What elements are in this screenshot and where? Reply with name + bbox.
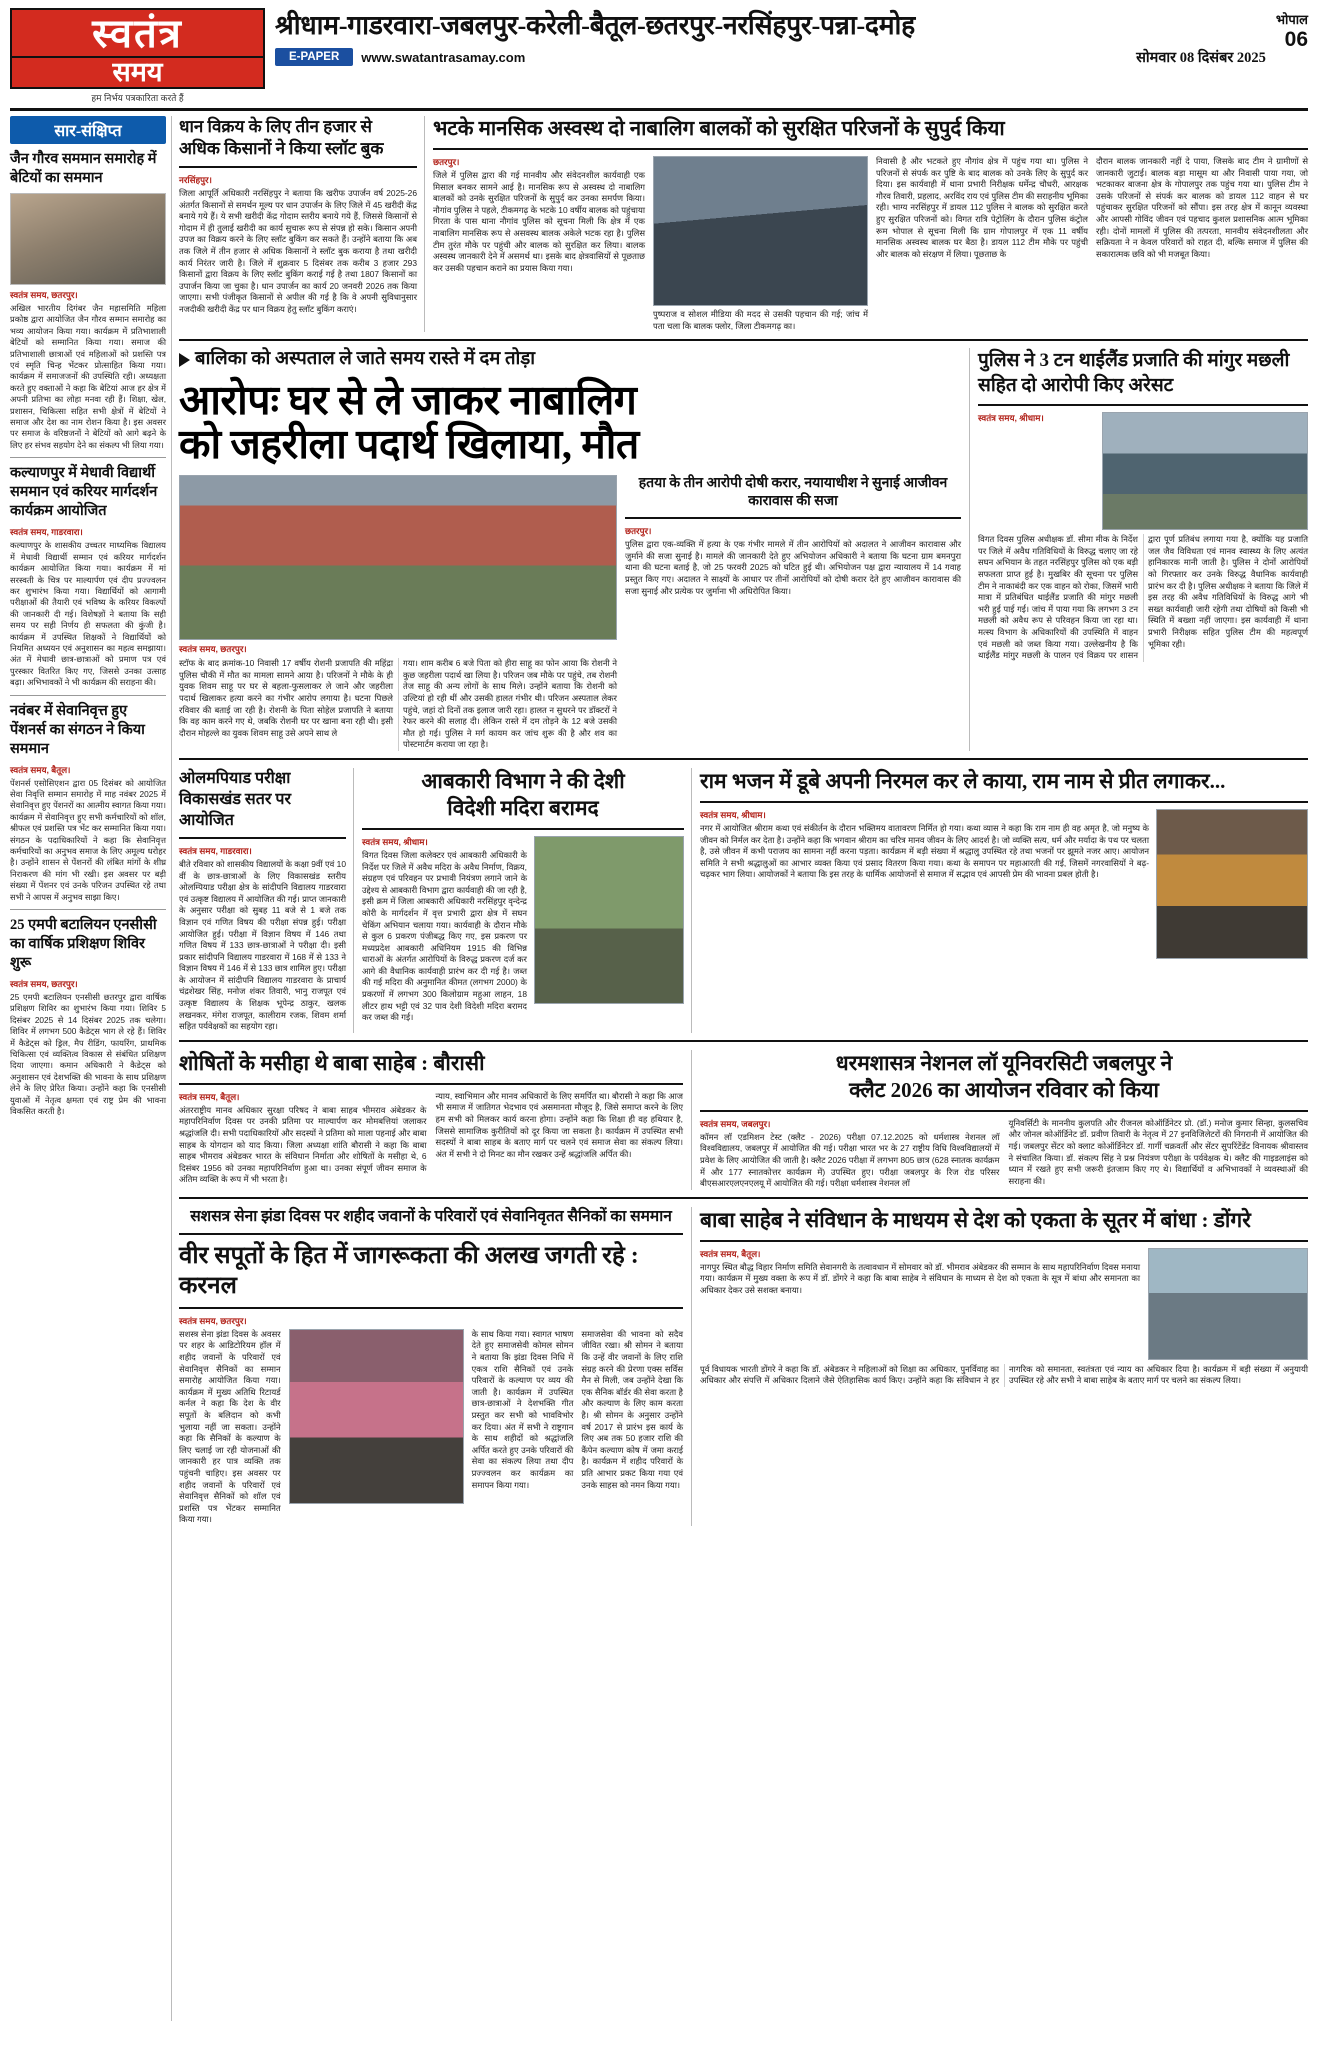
triangle-bullet-icon (179, 353, 190, 367)
excise-text-col (362, 836, 527, 1024)
page-content (10, 116, 1308, 2021)
divider (179, 1233, 683, 1235)
story-headline: शोषितों के मसीहा थे बाबा साहेब : बौरासी (179, 1050, 485, 1075)
excise-photo-col (534, 836, 684, 1024)
story-body: अंतरराष्ट्रीय मानव अधिकार सुरक्षा परिषद ने बाबा साहब भीमराव अंबेडकर के महापरिनिर्वाण दिवस पर उनकी प्रतिमा पर माल्यार्पण कर मोमबत्तियां जलाकर श्रद्धांजलि दी। सभी पदाधिकारियों और सदस्यों ने प्रतिमा को माला पहनाई और बाबा साहब के योगदान को याद किया। जिला अध्यक्षा शांति बौरासी ने कहा कि बाबा साहब भीमराव अंबेडकर भारत के संविधान निर्माता और शोषितों के मसीहा थे, 6 दिसंबर 1956 को उनका महापरिनिर्वाण हुआ था। उनका संपूर्ण जीवन समाज के अंतिम व्यक्ति के रूप में भी भरता है। (179, 1104, 427, 1185)
story-headline: बाबा साहेब ने संविधान के माधयम से देश को एकता के सूतर में बांधा : डोंगरे (700, 1207, 1251, 1232)
photo-caption: पुष्पराज व सोशल मीडिया की मदद से उसकी पहचान की गई; जांच में पता चला कि बालक फ्लोर, जिला टीकमगढ़ का। (653, 309, 868, 331)
story-headline: धान विक्रय के लिए तीन हजार से अधिक किसानों ने किया स्लॉट बुक (179, 117, 384, 158)
edition-places: श्रीधाम-गाडरवारा-जबलपुर-करेली-बैतूल-छतरपुर-नरसिंहपुर-पन्ना-दमोह (275, 10, 915, 40)
epaper-badge[interactable]: E-PAPER (275, 48, 353, 66)
list-item (10, 150, 166, 451)
city-name: भोपाल (1275, 12, 1308, 27)
dongre-top (700, 1248, 1308, 1360)
story-body: दौरान बालक जानकारी नहीं दे पाया, जिसके बाद टीम ने ग्रामीणों से जानकारी जुटाई। बालक बड़ा मासूम था और निवासी पाया गया, जो भटकाकर बाजना क्षेत्र के गोपालपुर तक पहुंच गया था। पुलिस टीम ने उसके परिजनों से संपर्क कर बालक को डायल 112 वाहन से घर पहुंचाकर सुरक्षित परिजनों को सौंपा। इस तरह क्षेत्र में कानून व्यवस्था और आपसी गोविंद जीवन एवं पहचाद कुशल प्रशासनिक आत्म भूमिका रही। दोनों मामलों में पुलिस की तत्परता, मानवीय संवेदनशीलता और सक्रियता ने न केवल परिवारों को राहत दी, बल्कि समाज में पुलिस की सकारात्मक छवि को भी मजबूत किया। (1096, 156, 1308, 259)
story-body: निवासी है और भटकते हुए नौगांव क्षेत्र में पहुंच गया था। पुलिस ने परिजनों से संपर्क कर पुष्टि के बाद बालक को उनके लिए के सुपुर्द कर दिया। इस कार्यवाही में थाना प्रभारी निरीक्षक धर्मेन्द्र चौधरी, आरक्षक गौरव तिवारी, प्रहलाद, अरविंद राय एवं पुलिस टीम की सराहनीय भूमिका रही। भाग्य नरसिंहपुर में डायल 112 पुलिस ने बालक को सुरक्षित करते हुए सुरक्षित परिजनों को। विगत रात्रि पेट्रोलिंग के दौरान पुलिस कंट्रोल रूम भोपाल से सूचना मिली कि ग्राम गोपालपुर में एक 11 वर्षीय मानसिक अस्वस्थ बालक घर बैठा है। डायल 112 टीम मौके पर पहुंची और बालक को संरक्षण में लिया। पूछताछ के (876, 156, 1088, 259)
divider (179, 758, 1308, 760)
lead-headline-line1: आरोपः घर से ले जाकर नाबालिग (179, 377, 637, 424)
lead-story-area (179, 348, 1308, 751)
felicitation-photo (289, 1329, 464, 1504)
story-army-flag-day (179, 1207, 692, 1526)
story-body: बीते रविवार को शासकीय विद्यालयों के कक्षा 9वीं एवं 10 वीं के छात्र-छात्राओं के लिए विकासखंड स्तरीय ओलम्पियाड परीक्षा क्षेत्र के सांदीपनि विद्यालय गाडरवारा एवं उत्कृष्ट विद्यालय में आयोजित की गई। प्राप्त जानकारी के अनुसार परीक्षा को सुबह 11 बजे से 1 बजे तक विज्ञान एवं गणित विषय की परीक्षा संपन्न हुई। परीक्षा आयोजित हुई। परीक्षा में विज्ञान विषय में 146 तथा गणित विषय में 133 छात्र-छात्राओं ने परीक्षा दी। इसी प्रकार सांदीपनि विद्यालय गाडरवारा में 168 में से 133 ने विज्ञान विषय में 146 में से 133 छात्र शामिल हुए। परीक्षा के आयोजन में सांदीपनि विद्यालय गाडरवारा के प्राचार्य चंद्रशेखर सिंह, मनोज शंकर तिवारी, भानु राजपूत एवं उत्कृष्ट विद्यालय के शिक्षक भूपेन्द्र ठाकुर, खलक लखनकर, मंगेश राजपूत, कालीराम रजक, शिवम शर्मा सहित पर्यवेक्षकों का सहयोग रहा। (179, 858, 346, 1032)
police-photo (653, 156, 868, 306)
law-cols (700, 1118, 1308, 1190)
fish-seizure-photo (1102, 412, 1308, 530)
bhajan-text-col (700, 809, 1149, 959)
lead-story (179, 348, 970, 751)
logo-sub-text: समय (10, 58, 265, 89)
story-ram-bhajan (700, 768, 1308, 1033)
divider (700, 1240, 1308, 1242)
logo-main-text: स्वतंत्र (10, 8, 265, 58)
story-body: पूर्व विधायक भारती डोंगरे ने कहा कि डॉ. अंबेडकर ने महिलाओं को शिक्षा का अधिकार, पुनर्विवाह का अधिकार और संपत्ति में अधिकार दिलाने जैसे ऐतिहासिक कार्य किए। उन्होंने कहा कि संविधान ने हर नागरिक को समानता, स्वतंत्रता एवं न्याय का अधिकार दिया है। कार्यक्रम में बड़ी संख्या में अनुयायी उपस्थित रहे और सभी ने बाबा साहेब के बताए मार्ग पर चलने का संकल्प लिया। (700, 1363, 1308, 1386)
fish-photo-col (1102, 412, 1308, 530)
story-olympiad (179, 768, 354, 1033)
army-col-3 (581, 1329, 683, 1526)
sidebar-item-title: कल्याणपुर में मेधावी विद्यार्थी सममान एवं करियर मार्गदर्शन कार्यक्रम आयोजित (10, 465, 158, 520)
story-body: समाजसेवा की भावना को सदैव जीवित रखा। श्री सोमन ने बताया कि उन्हें वीर जवानों के लिए राशि संग्रह करने की प्रेरणा एक्स सर्विस मैन से मिली, जब उन्होंने देखा कि एक सैनिक बॉर्डर की सेवा करता है और कल्याण के लिए काम करता है। श्री सोमन के अनुसार उन्होंने वर्ष 2017 से प्रारंभ इस कार्य के लिए अब तक 50 हजार राशि की कैंपेन कल्याण कोष में जमा कराई है। कार्यक्रम में शहीद परिवारों के प्रति आभार प्रकट किया गया एवं उनके साहस को नमन किया गया। (581, 1328, 684, 1490)
sidebar-item-title: नवंबर में सेवानिवृत्त हुए पेंशनर्स का संगठन ने किया सममान (10, 702, 145, 757)
story-photo-col (653, 156, 868, 332)
story-body: यूनिवर्सिटी के माननीय कुलपति और रीजनल कोऑर्डिनेटर प्रो. (डॉ.) मनोज कुमार सिन्हा, कुलसचिव और जोनल कोऑर्डिनेट डॉ. प्रवीण तिवारी के नेतृत्व में 27 इनविजिलेटरों की निगरानी में आयोजित की गई। जबलपुर सेंटर को क्लाट कोऑर्डिनेटर डॉ. गार्गी चक्रवर्ती और सेंटर सुपरिंटेंडेंट विनायक श्रीवास्तव ने संचालित किया। डॉ. संकल्प सिंह ने प्रश्न नियंत्रण परीक्षा के पर्यवेक्षक थे। क्लैट की गाइडलाइंस को ध्यान में रखते हुए सभी जरूरी इंतजाम किए गए थे। विद्यार्थियों व अभिभावकों ने व्यवस्थाओं की सराहना की। (1008, 1117, 1308, 1186)
sidebar-item-photo (10, 193, 166, 285)
lower-grid (179, 1050, 1308, 1190)
divider (978, 404, 1308, 406)
story-fish-seizure (978, 348, 1308, 751)
story-body: विगत दिवस जिला कलेक्टर एवं आबकारी अधिकारी के निर्देश पर जिले में अवैध मदिरा के अवैध निर्माण, विक्रय, संग्रहण एवं परिवहन पर प्रभावी नियंत्रण लगाने जाने के उद्देश्य से आबकारी विभाग द्वारा कार्यवाही की जा रही है, इसी क्रम में जिला आबकारी अधिकारी नरसिंहपुर वृन्देन्द्र कोरी के मार्गदर्शन में वृत्त प्रभारी द्वारा क्षेत्र में सघन चेकिंग अभियान चलाया गया। कार्यवाही के दौरान मौके से कुल 6 प्रकरण पंजीबद्ध किए गए, इस प्रकरण पर मध्यप्रदेश आबकारी अधिनियम 1915 की विभिन्न धाराओं के अंतर्गत आरोपियों के विरुद्ध प्रकरण दर्ज कर आगे की वैधानिक कार्यवाही प्रारंभ कर दी गई है। जब्त की गई मदिरा की अनुमानित कीमत (लगभग 2000) के प्रकरणों में लगभग 300 किलोग्राम महुआ लाहन, 18 लीटर हाथ भट्टी एवं 32 पाव देशी विदेशी मदिरा बरामद कर जब्त की गई। (362, 849, 527, 1023)
byline: स्वतंत्र समय, गाडरवारा। (179, 845, 252, 856)
crowd-photo (179, 475, 617, 640)
byline: नरसिंहपुर। (179, 175, 212, 185)
divider (179, 339, 1308, 341)
byline: स्वतंत्र समय, श्रीधाम। (700, 809, 766, 820)
story-headline: पुलिस ने 3 टन थाईलैंड प्रजाति की मांगुर मछली सहित दो आरोपी किए अरेसट (978, 350, 1290, 397)
liquor-seizure-photo (534, 836, 684, 1004)
divider (179, 837, 346, 839)
divider (625, 517, 961, 519)
story-lost-children (433, 116, 1308, 332)
story-dongre (700, 1207, 1308, 1526)
army-col-1 (179, 1329, 281, 1526)
lead-kicker-text: बालिका को अस्पताल ले जाते समय रास्ते में दम तोड़ा (195, 349, 536, 370)
logo-tagline: हम निर्भय पत्रकारिता करते हैं (91, 93, 184, 103)
sidebar-item-body: कल्याणपुर के शासकीय उच्चतर माध्यमिक विद्यालय में मेधावी विद्यार्थी सम्मान एवं करियर मार्गदर्शन कार्यक्रम आयोजित किया गया। कार्यक्रम में मां सरस्वती के चित्र पर माल्यार्पण एवं दीप प्रज्ज्वलन कर शुभारंभ किया गया। विद्यार्थियों को आगामी परीक्षाओं की तैयारी एवं भविष्य के करियर विकल्पों की जानकारी दी गई। विशेषज्ञों ने बताया कि सही समय पर सही निर्णय ही सफलता की कुंजी है। कार्यक्रम में उपस्थित शिक्षकों ने विद्यार्थियों को नियमित अध्ययन एवं अनुशासन का महत्व समझाया। अंत में मेधावी छात्र-छात्राओं को प्रमाण पत्र एवं पुरस्कार वितरित किए गए, जिससे उनका उत्साह बढ़ा। अभिभावकों ने भी कार्यक्रम की सराहना की। (10, 540, 166, 688)
divider (362, 828, 684, 830)
army-cols (179, 1329, 683, 1526)
bhajan-photo (1156, 809, 1308, 959)
army-banner: सशसत्र सेना झंडा दिवस पर शहीद जवानों के परिवारों एवं सेवानिवृतत सैनिकों का सममान (190, 1207, 672, 1225)
dongre-photo-col (1148, 1248, 1308, 1360)
masthead-right (275, 8, 1266, 67)
murder-sidebar-box (625, 475, 961, 751)
lead-body-2: गया। शाम करीब 6 बजे पिता को हीरा साहू का फोन आया कि रोशनी ने कुछ जहरीला पदार्थ खा लिया है। परिजन जब मौके पर पहुंचे, तब रोशनी तेज साहू की अन्य लोगों के साथ मिले। उन्होंने बताया कि रोशनी को उल्टियां हो रही थीं और उसकी हालत गंभीर थी। परिजन अस्पताल लेकर पहुंचे, जहां दो दिनों तक इलाज जारी रहा। हालत न सुधरने पर डॉक्टरों ने रेफर करने की सलाह दी। लेकिन रास्ते में दम तोड़ने के 12 बजे उसकी मौत हो गई। पुलिस ने मर्ग कायम कर जांच शुरू की है और शव का पोस्टमार्टम कराया जा रहा है। (403, 658, 617, 750)
divider (179, 166, 417, 168)
byline: स्वतंत्र समय, गाडरवारा। (10, 527, 83, 538)
byline: स्वतंत्र समय, बैतूल। (700, 1248, 761, 1259)
story-col-3 (1096, 156, 1308, 332)
story-body: जिला आपूर्ति अधिकारी नरसिंहपुर ने बताया कि खरीफ उपार्जन वर्ष 2025-26 अंतर्गत किसानों से समर्थन मूल्य पर धान उपार्जन के लिए जिले में 45 खरीदी केंद्र बनाये गये हैं। ये सभी खरीदी केंद्र गोदाम स्तरीय बनाये गये हैं, जिससे किसानों से गोदाम में ही तुलाई खरीदी का कार्य सुचारू रूप से संपन्न हो सके। किसान अपनी उपज का विक्रय करने के लिए स्लॉट बुकिंग कर सकते हैं। उन्होंने बताया कि अब तक जिले में तीन हजार से अधिक किसानों ने स्लॉट बुक कराया है तथा खरीदी कार्य निरंतर जारी है। जिले में शुक्रवार 5 दिसंबर तक करीब 3 हजार 293 किसानों द्वारा विक्रय के लिए स्लॉट बुकिंग कराई गई है तथा 1807 किसानों का उपार्जन किया जा चुका है। धान उपार्जन का कार्य 20 जनवरी 2026 तक किया जाएगा। सभी पंजीकृत किसानों से अपील की गई है कि वे अपनी सुविधानुसार नजदीकी खरीदी केंद्र पर धान विक्रय हेतु स्लॉट बुकिंग कराएं। (179, 188, 417, 314)
bairasi-col-2 (436, 1091, 684, 1186)
mid-grid (179, 768, 1308, 1033)
story-body: जिले में पुलिस द्वारा की गई मानवीय और संवेदनशील कार्यवाही एक मिसाल बनकर सामने आई है। मानसिक रूप से अस्वस्थ दो नाबालिग बालकों को उनके सुरक्षित परिजनों के सुपुर्द कर उनका समर्पण किया। नौगांव पुलिस ने पहले, टीकमगढ़ के भटके 10 वर्षीय बालक को पहुंचाया गिरता के पास थाना नौगांव पुलिस को सूचना मिली कि क्षेत्र में एक नाबालिग मानसिक रूप से असवस्थ बालक अकेले भटक रहा है। पुलिस टीम तुरंत मौके पर पहुंची और बालक को सुरक्षित कर लिया। बालक अस्वस्थ जानकारी देने में असमर्थ था। इसके बाद क्षेत्रवासियों से पूछताछ कर उसकी पहचान कराने का प्रयास किया गया। (433, 170, 645, 273)
sidebar-saar-sankshipt (10, 116, 172, 2021)
law-col-1 (700, 1118, 1000, 1190)
bairasi-col-1 (179, 1091, 427, 1186)
story-col-1 (433, 156, 645, 332)
story-body: कॉमन लॉ एडमिशन टेस्ट (क्लैट - 2026) परीक्षा 07.12.2025 को धर्मशास्त्र नेशनल लॉ विश्वविद्यालय, जबलपुर में आयोजित की गई। परीक्षा भारत भर के 27 राष्ट्रीय विधि विश्वविद्यालयों में प्रवेश के लिए आयोजित की जाती है। क्लैट 2026 परीक्षा में लगभग 805 छात्र (628 स्नातक कार्यक्रम में और 177 स्नातकोत्तर कार्यक्रम में) उपस्थित हुए। परीक्षा जबलपुर के रिज रोड परिसर बीएसआरएलएनएलयू में आयोजित की गई। परीक्षा धर्मशास्त्र नेशनल लॉ (700, 1131, 1000, 1189)
dongre-col-1 (700, 1248, 1140, 1360)
list-item (10, 702, 166, 903)
lead-text-columns (179, 658, 617, 751)
fish-text-col (978, 412, 1096, 530)
story-baba-bairasi (179, 1050, 692, 1190)
divider (179, 1197, 1308, 1199)
city-page-box (1276, 8, 1308, 52)
bairasi-cols (179, 1091, 683, 1186)
divider (700, 1110, 1308, 1112)
sidebar-item-title: 25 एमपी बटालियन एनसीसी का वार्षिक प्रशिक्षण शिविर शुरू (10, 917, 157, 972)
divider (179, 1083, 683, 1085)
army-photo-col (289, 1329, 464, 1526)
sidebar-item-body: अखिल भारतीय दिगंबर जैन महासमिति महिला प्रकोष्ठ द्वारा आयोजित जैन गौरव सम्मान समारोह का भव्य आयोजन किया गया। कार्यक्रम में प्रतिभाशाली बेटियों को सम्मानित किया गया। समाज की प्रतिभाशाली छात्राओं एवं महिलाओं को प्रशस्ति पत्र एवं स्मृति चिन्ह भेंटकर प्रोत्साहित किया गया। कार्यक्रम में समाजजनों की उपस्थिति रही। अध्यक्षता करते हुए वक्ताओं ने कहा कि बेटियां आज हर क्षेत्र में अपनी प्रतिभा का लोहा मनवा रही हैं। शिक्षा, खेल, प्रशासन, चिकित्सा सहित सभी क्षेत्रों में बेटियों ने समाज और देश का नाम रोशन किया है। इस अवसर पर समाज के वरिष्ठजनों ने बेटियों को आगे बढ़ने के लिए हर संभव सहयोग देने का संकल्प भी लिया गया। (10, 303, 166, 450)
law-col-2 (1009, 1118, 1309, 1190)
lead-headline-line2: को जहरीला पदार्थ खिलाया, मौत (179, 421, 639, 468)
sidebox-body: पुलिस द्वारा एक-व्यक्ति में हत्या के एक गंभीर मामले में तीन आरोपियों को अदालत ने आजीवन कारावास और जुर्माने की सजा सुनाई है। मामले की जानकारी देते हुए अभियोजन अधिकारी ने बताया कि घटना ग्राम बमनपुरा थाना की घटना बताई है, जो 25 फरवरी 2025 को घटित हुई थी। अभियोजन पक्ष द्वारा न्यायालय में 14 गवाह प्रस्तुत किए गए। अदालत ने साक्ष्यों के आधार पर तीनों आरोपियों को दोषी करार देते हुए आजीवन कारावास की सजा सुनाई और प्रत्येक पर जुर्माना भी अधिरोपित किया। (625, 539, 961, 596)
story-excise (362, 768, 692, 1033)
page-number: 06 (1284, 28, 1308, 51)
website-url[interactable]: www.swatantrasamay.com (361, 49, 526, 65)
fish-body-columns (978, 534, 1308, 662)
story-body: नगर में आयोजित श्रीराम कथा एवं संकीर्तन के दौरान भक्तिमय वातावरण निर्मित हो गया। कथा व्यास ने कहा कि राम नाम ही वह अमृत है, जो मनुष्य के जीवन को निर्मल कर देता है। उन्होंने कहा कि भगवान श्रीराम का चरित्र मानव जीवन के लिए आदर्श है। जो व्यक्ति सत्य, धर्म और मर्यादा के पथ पर चलता है, उसे जीवन में कभी पराजय का सामना नहीं करना पड़ता। कार्यक्रम में बड़ी संख्या में श्रद्धालु उपस्थित रहे तथा भजनों पर झूमते नजर आए। आयोजन समिति ने सभी श्रद्धालुओं का आभार व्यक्त किया एवं प्रसाद वितरण किया गया। कथा के समापन पर महाआरती की गई, जिसमें नगरवासियों ने बढ़-चढ़कर भाग लिया। आयोजकों ने बताया कि इस तरह के धार्मिक आयोजनों से समाज में सद्भाव एवं आपसी प्रेम की भावना प्रबल होती है। (700, 822, 1149, 880)
story-headline-line1: आबकारी विभाग ने की देशी (421, 768, 625, 793)
bhajan-cols (700, 809, 1308, 959)
story-columns (433, 156, 1308, 332)
story-body: सशस्त्र सेना झंडा दिवस के अवसर पर शहर के आडिटोरियम हॉल में शहीद जवानों के परिवारों एवं सेवानिवृत्त सैनिकों का सम्मान समारोह आयोजित किया गया। कार्यक्रम में मुख्य अतिथि रिटायर्ड कर्नल ने कहा कि देश के वीर सपूतों के बलिदान को कभी भुलाया नहीं जा सकता। उन्होंने कहा कि सैनिकों के कल्याण के लिए चलाई जा रही योजनाओं की जानकारी हर पात्र व्यक्ति तक पहुंचनी चाहिए। इस अवसर पर शहीद जवानों के परिवारों एवं सेवानिवृत्त सैनिकों को शॉल एवं प्रशस्ति पत्र भेंटकर सम्मानित किया गया। (179, 1328, 281, 1525)
top-stories-row (179, 116, 1308, 332)
byline: स्वतंत्र समय, बैतूल। (10, 764, 71, 775)
sidebar-item-body: पेंशनर्स एसोसिएशन द्वारा 05 दिसंबर को आयोजित सेवा निवृत्ति सम्मान समारोह में माह नवंबर 2025 में सेवानिवृत्त हुए पेंशनरों का आत्मीय स्वागत किया गया। कार्यक्रम में सेवानिवृत्त हुए सभी कर्मचारियों को शॉल, श्रीफल एवं प्रशस्ति पत्र भेंट कर सम्मानित किया गया। संगठन के पदाधिकारियों ने कहा कि सेवानिवृत्त कर्मचारियों का अनुभव समाज के लिए अमूल्य धरोहर है। उन्होंने शासन से पेंशनरों की लंबित मांगों के शीघ्र निराकरण की मांग भी रखी। इस अवसर पर बड़ी संख्या में पेंशनर एवं उनके परिजन उपस्थित रहे तथा सभी ने आपस में अनुभव साझा किए। (10, 777, 167, 902)
byline: छतरपुर। (625, 526, 652, 537)
main-content (179, 116, 1308, 2021)
story-headline-line1: धरमशासत्र नेशनल लॉ यूनिवरसिटी जबलपुर ने (835, 1050, 1173, 1075)
byline: छतरपुर। (433, 157, 460, 167)
story-body: के साथ किया गया। स्वागत भाषण देते हुए समाजसेवी कोमल सोमन ने बताया कि झंडा दिवस निधि में एकत्र राशि सैनिकों एवं उनके परिवारों के कल्याण पर व्यय की जाती है। कार्यक्रम में उपस्थित छात्र-छात्राओं ने देशभक्ति गीत प्रस्तुत कर सभी को भावविभोर कर दिया। अंत में सभी ने राष्ट्रगान के साथ शहीदों को श्रद्धांजलि अर्पित करते हुए उनके परिवारों की सेवा का संकल्प लिया तथा दीप प्रज्ज्वलन कर कार्यक्रम का समापन किया गया। (471, 1328, 574, 1490)
masthead (10, 8, 1308, 111)
story-body: न्याय, स्वाभिमान और मानव अधिकारों के लिए समर्पित था। बौरासी ने कहा कि आज भी समाज में जातिगत भेदभाव एवं असमानता मौजूद है, जिसे समाप्त करने के लिए हम सभी को मिलकर कार्य करना होगा। उन्होंने कहा कि शिक्षा ही वह हथियार है, जिससे सामाजिक कुरीतियों को दूर किया जा सकता है। कार्यक्रम में उपस्थित सभी सदस्यों ने बाबा साहब के बताए मार्ग पर चलने एवं समाज सेवा का संकल्प लिया। अंत में सभी ने दो मिनट का मौन रखकर उन्हें श्रद्धांजलि अर्पित की। (435, 1090, 683, 1159)
story-headline-line2: विदेशी मदिरा बरामद (447, 795, 599, 820)
fish-top (978, 412, 1308, 530)
bottom-grid (179, 1207, 1308, 1526)
sidebox-headline: हतया के तीन आरोपी दोषी करार, नयायाधीश ने सुनाई आजीवन कारावास की सजा (638, 476, 948, 510)
army-col-2 (472, 1329, 574, 1526)
story-headline-line2: क्लैट 2026 का आयोजन रविवार को किया (849, 1077, 1159, 1102)
story-slot-booking (179, 116, 425, 332)
edition-date: सोमवार 08 दिसंबर 2025 (1136, 50, 1266, 66)
photo-byline: स्वतंत्र समय, छतरपुर। (179, 644, 247, 655)
bhajan-photo-col (1156, 809, 1308, 959)
story-body: नागपुर स्थित बौद्ध विहार निर्माण समिति सेवानगरी के तत्वावधान में सोमवार को डॉ. भीमराव अंबेडकर की सम्मान के साथ महापरिनिर्वाण दिवस मनाया गया। कार्यक्रम में मुख्य वक्ता के रूप में डॉ. डोंगरे ने कहा कि बाबा साहेब ने संविधान के माध्यम से देश को एकता के सूत्र में बांधा और समानता का अधिकार देकर उसे सशक्त बनाया। (700, 1261, 1140, 1295)
story-headline: राम भजन में डूबे अपनी निरमल कर ले काया, राम नाम से प्रीत लगाकर... (700, 768, 1226, 793)
dongre-body-columns (700, 1364, 1308, 1387)
byline: स्वतंत्र समय, छतरपुर। (10, 290, 78, 300)
story-headline: वीर सपूतों के हित में जागरूकता की अलख जगती रहे : करनल (179, 1242, 639, 1299)
sidebar-item-title: जैन गौरव सममान समारोह में बेटियों का सममान (10, 151, 157, 186)
byline: स्वतंत्र समय, बैतूल। (179, 1091, 240, 1102)
byline: स्वतंत्र समय, श्रीधाम। (362, 836, 428, 847)
list-item (10, 464, 166, 688)
lead-body-area (179, 475, 961, 751)
story-headline: भटके मानसिक अस्वस्थ दो नाबालिग बालकों को सुरक्षित परिजनों के सुपुर्द किया (433, 118, 1005, 140)
sidebar-header: सार-संक्षिप्त (10, 116, 166, 144)
divider (700, 801, 1308, 803)
byline: स्वतंत्र समय, छतरपुर। (10, 979, 78, 990)
divider (433, 148, 1308, 150)
byline: स्वतंत्र समय, श्रीधाम। (978, 413, 1044, 424)
lead-body-1: स्टॉफ के बाद क्रमांक-10 निवासी 17 वर्षीय रोशनी प्रजापति की महिंद्रा पुलिस चौकी में मौत का मामला सामने आया है। परिजनों ने मौके के ही युवक शिवम साहू पर घर से बहला-फुसलाकर ले जाने और जहरीला पदार्थ खिलाकर हत्या करने का गंभीर आरोप लगाया है। घटना पिछले रविवार की बताई जा रही है। रोशनी के पिता सोहेल प्रजापति ने बताया कि वह काम करने गए थे, जबकि रोशनी घर पर खाना बना रही थी। इसी दौरान मोहल्ले का युवक शिवम साहू उसे अपने साथ ले (179, 658, 393, 738)
byline: स्वतंत्र समय, छतरपुर। (179, 1315, 247, 1326)
byline: स्वतंत्र समय, जबलपुर। (700, 1118, 771, 1129)
sidebar-item-body: 25 एमपी बटालियन एनसीसी छतरपुर द्वारा वार्षिक प्रशिक्षण शिविर का शुभारंभ किया गया। शिविर 5 दिसंबर 2025 से 14 दिसंबर 2025 तक चलेगा। शिविर में लगभग 500 कैडेट्स भाग ले रहे हैं। शिविर में कैडेट्स को ड्रिल, मैप रीडिंग, फायरिंग, प्राथमिक चिकित्सा एवं व्यक्तित्व विकास से संबंधित प्रशिक्षण दिया जाएगा। कमान अधिकारी ने कैडेट्स को अनुशासन एवं देशभक्ति की भावना के साथ प्रशिक्षण लेने के लिए प्रेरित किया। उन्होंने कहा कि एनसीसी युवाओं में नेतृत्व क्षमता एवं राष्ट्र प्रेम की भावना विकसित करती है। (10, 992, 166, 1117)
story-body: विगत दिवस पुलिस अधीक्षक डॉ. सीमा मीक के निर्देश पर जिले में अवैध गतिविधियों के विरुद्ध चलाए जा रहे सघन अभियान के तहत नरसिंहपुर पुलिस को एक बड़ी सफलता प्राप्त हुई है। मुखबिर की सूचना पर पुलिस टीम ने नाकाबंदी कर एक वाहन को रोका, जिसमें भारी मात्रा में प्रतिबंधित थाईलैंड प्रजाति की मांगुर मछली भरी हुई पाई गई। जांच में पाया गया कि लगभग 3 टन मछली को अवैध रूप से परिवहन किया जा रहा था। मत्स्य विभाग के अधिकारियों की उपस्थिति में वाहन एवं मछली को जब्त किया गया। उल्लेखनीय है कि थाईलैंड मांगुर मछली के पालन एवं विक्रय पर शासन द्वारा पूर्ण प्रतिबंध लगाया गया है, क्योंकि यह प्रजाति जल जैव विविधता एवं मानव स्वास्थ्य के लिए अत्यंत हानिकारक मानी जाती है। पुलिस ने दोनों आरोपियों को गिरफ्तार कर उनके विरुद्ध वैधानिक कार्यवाही प्रारंभ कर दी है। पुलिस अधीक्षक ने बताया कि जिले में इस तरह की अवैध गतिविधियों के विरुद्ध आगे भी सख्त कार्यवाही जारी रहेगी तथा दोषियों को किसी भी स्थिति में बख्शा नहीं जाएगा। इस कार्यवाही में थाना प्रभारी निरीक्षक सहित पुलिस टीम की महत्वपूर्ण भूमिका रही। (978, 534, 1308, 661)
lead-kicker (179, 348, 961, 371)
story-col-2 (876, 156, 1088, 332)
story-law-university (700, 1050, 1308, 1190)
divider (179, 1307, 683, 1309)
newspaper-logo (10, 8, 265, 104)
lead-photo-col (179, 475, 617, 751)
excise-cols (362, 836, 684, 1024)
masthead-info-row (275, 47, 1266, 67)
divider (179, 1040, 1308, 1042)
story-headline: ओलमपियाड परीक्षा विकासखंड सतर पर आयोजित (179, 769, 292, 829)
list-item (10, 916, 166, 1117)
ambedkar-event-photo (1148, 1248, 1308, 1360)
